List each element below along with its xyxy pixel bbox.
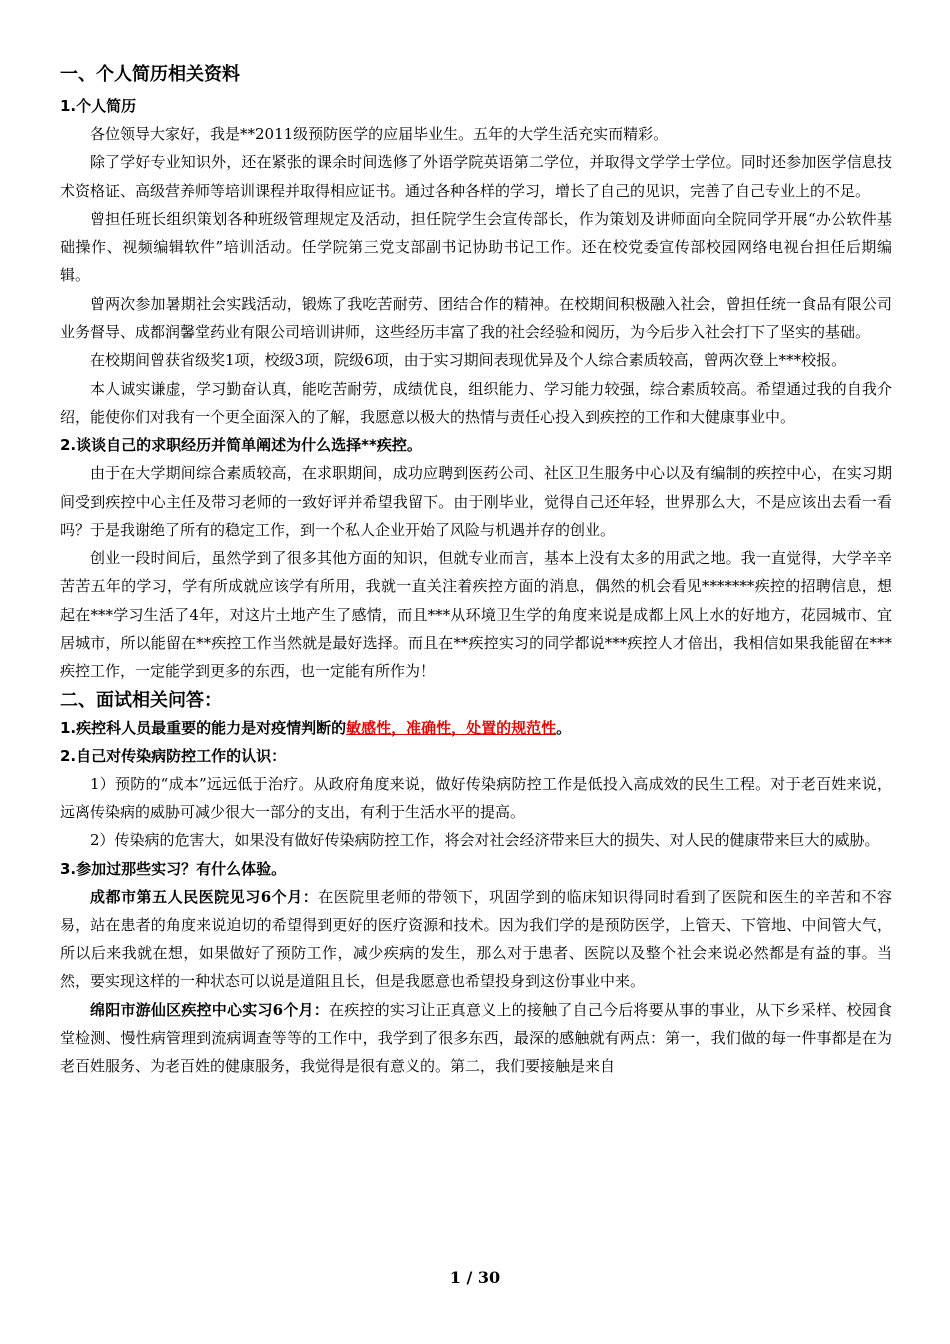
internship-lead: 成都市第五人民医院见习6个月： [90,887,319,906]
paragraph: 创业一段时间后，虽然学到了很多其他方面的知识，但就专业而言，基本上没有太多的用武之地。我一直觉得，大学辛辛苦苦五年的学习，学有所成就应该学有所用，我就一直关注着疾控方面的消息，偶然的机会看见*******疾控的招聘信息，想起在***学习生活了4年，对这片土地产生了感情，而且***从环境卫生学的角度来说是成都上风上水的好地方，花园城市、宜居城市，所以能留在**疾控工作当然就是最好选择。而且在**疾控实习的同学都说***疾控人才倍出，我相信如果我能留在***疾控工作，一定能学到更多的东西，也一定能有所作为！ [60,549,892,681]
interview-q1-prefix: 1.疾控科人员最重要的能力是对疫情判断的 [60,718,347,737]
paragraph: 在校期间曾获省级奖1项，校级3项，院级6项，由于实习期间表现优异及个人综合素质较高，曾两次登上***校报。 [90,351,847,370]
paragraph: 各位领导大家好，我是**2011级预防医学的应届毕业生。五年的大学生活充实而精彩。 [90,125,669,143]
internship-paragraph [60,996,892,1081]
section-1-heading: 一、个人简历相关资料 [60,64,240,85]
paragraph: 曾担任班长组织策划各种班级管理规定及活动，担任院学生会宣传部长，作为策划及讲师面向全院同学开展“办公软件基础操作、视频编辑软件”培训活动。任学院第三党支部副书记协助书记工作。还在校党委宣传部校园网络电视台担任后期编辑。 [60,209,892,285]
paragraph: 由于在大学期间综合素质较高，在求职期间，成功应聘到医药公司、社区卫生服务中心以及有编制的疾控中心，在实习期间受到疾控中心主任及带习老师的一致好评并希望我留下。由于刚毕业，觉得自己还年轻，世界那么大，不是应该出去看一看吗？于是我谢绝了所有的稳定工作，到一个私人企业开始了风险与机遇并存的创业。 [60,464,892,539]
q1-heading: 1.个人简历 [60,97,137,115]
paragraph: 曾两次参加暑期社会实践活动，锻炼了我吃苦耐劳、团结合作的精神。在校期间积极融入社会，曾担任统一食品有限公司业务督导、成都润馨堂药业有限公司培训讲师，这些经历丰富了我的社会经验和阅历，为今后步入社会打下了坚实的基础。 [60,294,892,342]
interview-q1-highlight: 敏感性，准确性，处置的规范性 [346,718,557,737]
internship-paragraph [60,883,892,996]
document-body [60,62,892,1081]
interview-q2-heading: 2.自己对传染病防控工作的认识： [60,746,287,765]
q2-heading: 2.谈谈自己的求职经历并简单阐述为什么选择**疾控。 [60,436,422,455]
internship-text: 在疾控的实习让正真意义上的接触了自己今后将要从事的事业，从下乡采样、校园食堂检测、慢性病管理到流病调查等等的工作中，我学到了很多东西，最深的感触就有两点：第一，我们做的每一件事都是在为老百姓服务、为老百姓的健康服务，我觉得是很有意义的。第二，我们要接触是来自 [60,1000,892,1076]
page-number: 1 / 30 [449,1268,501,1287]
internship-text: 在医院里老师的带领下，巩固学到的临床知识得同时看到了医院和医生的辛苦和不容易，站在患者的角度来说迫切的希望得到更好的医疗资源和技术。因为我们学的是预防医学，上管天、下管地、中间管大气，所以后来我就在想，如果做好了预防工作，减少疾病的发生，那么对于患者、医院以及整个社会来说必然都是有益的事。当然，要实现这样的一种状态可以说是道阻且长，但是我愿意也希望投身到这份事业中来。 [60,887,892,991]
paragraph: 本人诚实谦虚，学习勤奋认真，能吃苦耐劳，成绩优良，组织能力、学习能力较强，综合素质较高。希望通过我的自我介绍，能使你们对我有一个更全面深入的了解，我愿意以极大的热情与责任心投入到疾控的工作和大健康事业中。 [60,379,892,426]
internship-lead: 绵阳市游仙区疾控中心实习6个月： [90,1000,329,1019]
section-2-heading: 二、面试相关问答： [60,689,222,711]
interview-q1-suffix: 。 [556,718,572,737]
paragraph: 除了学好专业知识外，还在紧张的课余时间选修了外语学院英语第二学位，并取得文学学士学位。同时还参加医学信息技术资格证、高级营养师等培训课程并取得相应证书。通过各种各样的学习，增长了自己的见识，完善了自己专业上的不足。 [60,153,892,200]
interview-q3-heading: 3.参加过那些实习？有什么体验。 [60,859,287,878]
paragraph: 2）传染病的危害大，如果没有做好传染病防控工作，将会对社会经济带来巨大的损失、对人民的健康带来巨大的威胁。 [90,831,880,850]
paragraph: 1）预防的“成本”远远低于治疗。从政府角度来说，做好传染病防控工作是低投入高成效的民生工程。对于老百姓来说，远离传染病的威胁可减少很大一部分的支出，有利于生活水平的提高。 [60,774,892,821]
interview-q1 [60,714,892,742]
